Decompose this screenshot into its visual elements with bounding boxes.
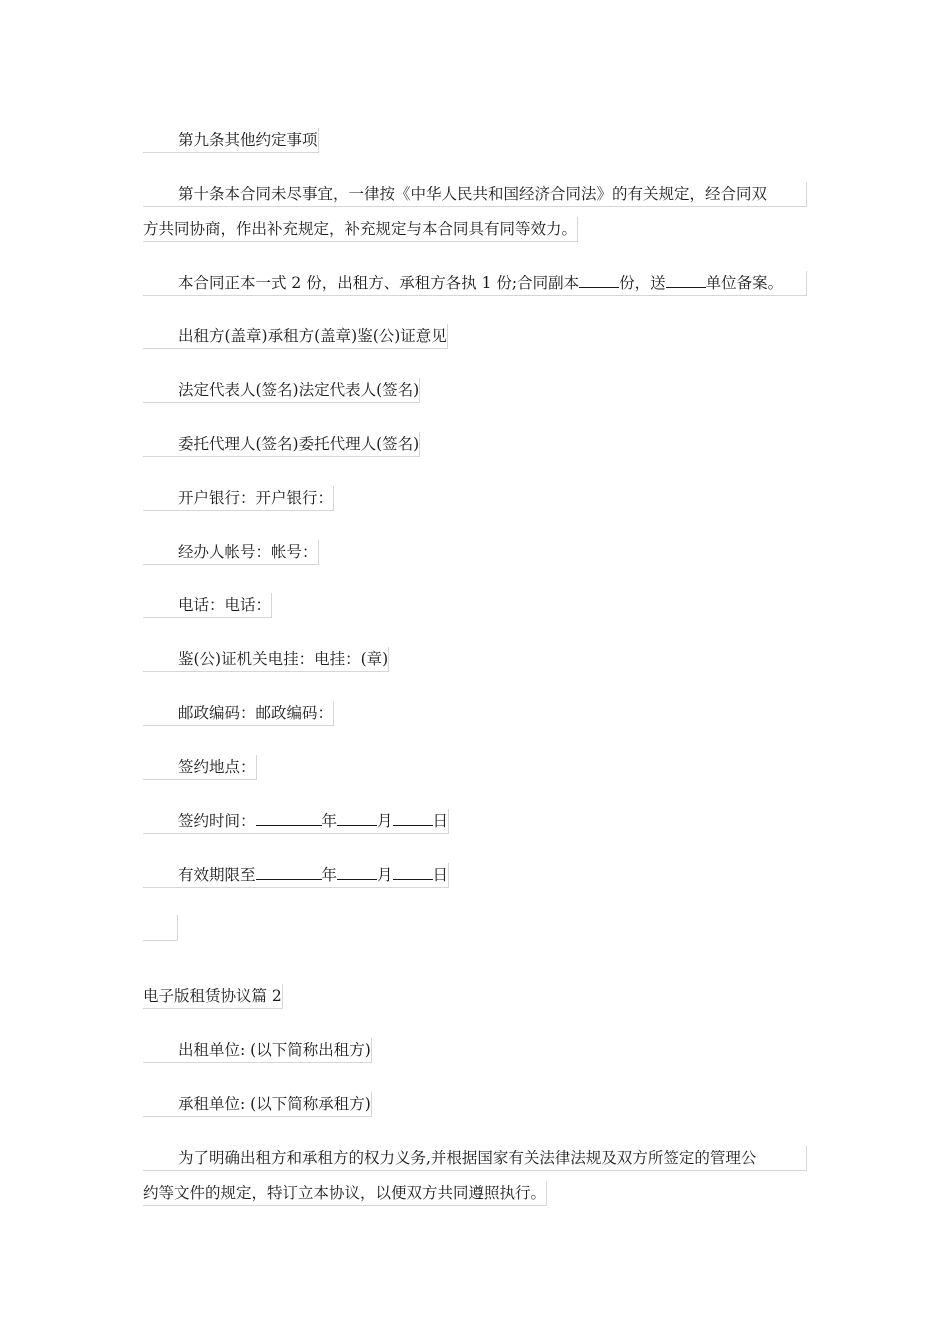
article-10-line-1: [143, 182, 807, 207]
section-2-title: [143, 984, 283, 1009]
sign-time-line: [143, 809, 449, 834]
article-9-text: 第九条其他约定事项: [178, 131, 318, 149]
article-9-heading: [143, 128, 319, 153]
valid-until-line: [143, 863, 449, 888]
parties-text: 出租方(盖章)承租方(盖章)鉴(公)证意见: [178, 327, 447, 345]
bank-line: [143, 486, 334, 511]
article-10-text-1: 第十条本合同未尽事宜，一律按《中华人民共和国经济合同法》的有关规定，经合同双: [178, 185, 768, 203]
sign-day-label: 日: [432, 812, 449, 830]
agent-text: 委托代理人(签名)委托代理人(签名): [178, 435, 420, 453]
valid-day-blank: [393, 865, 433, 880]
valid-month-blank: [337, 865, 377, 880]
phone-line: [143, 593, 272, 618]
article-10-text-2: 方共同协商，作出补充规定，补充规定与本合同具有同等效力。: [143, 220, 578, 238]
copies-text-a: 本合同正本一式 2 份，出租方、承租方各执 1 份;合同副本: [178, 274, 580, 292]
lessor-text: 出租单位: (以下简称出租方): [178, 1041, 371, 1059]
sign-year-label: 年: [321, 812, 338, 830]
agent-line: [143, 432, 420, 457]
valid-day-label: 日: [432, 866, 449, 884]
notary-line: [143, 647, 389, 672]
copies-text-c: 单位备案。: [705, 274, 784, 292]
parties-seal-line: [143, 324, 448, 349]
legal-rep-line: [143, 378, 420, 403]
lessee-text: 承租单位: (以下简称承租方): [178, 1095, 371, 1113]
empty-paragraph: [143, 915, 178, 941]
section-2-title-text: 电子版租赁协议篇 2: [143, 987, 282, 1005]
phone-text: 电话：电话：: [178, 596, 272, 614]
copies-text-b: 份，送: [619, 274, 666, 292]
purpose-text-1: 为了明确出租方和承租方的权力义务,并根据国家有关法律法规及双方所签定的管理公: [178, 1149, 757, 1167]
copies-count-blank: [579, 273, 619, 288]
sign-year-blank: [256, 811, 322, 826]
lessor-line: [143, 1038, 372, 1063]
valid-until-label: 有效期限至: [178, 866, 256, 884]
article-10-line-2: [143, 217, 578, 242]
sign-month-blank: [337, 811, 377, 826]
filing-unit-blank: [666, 273, 706, 288]
purpose-line-2: [143, 1181, 547, 1206]
copies-clause: [143, 271, 807, 296]
notary-text: 鉴(公)证机关电挂：电挂：(章): [178, 650, 389, 668]
valid-year-label: 年: [321, 866, 338, 884]
account-line: [143, 540, 319, 565]
postcode-line: [143, 701, 334, 726]
account-text: 经办人帐号：帐号：: [178, 543, 318, 561]
postcode-text: 邮政编码：邮政编码：: [178, 704, 334, 722]
sign-month-label: 月: [377, 812, 393, 830]
bank-text: 开户银行：开户银行：: [178, 489, 334, 507]
sign-place-line: [143, 755, 257, 780]
lessee-line: [143, 1092, 372, 1117]
purpose-line-1: [143, 1146, 807, 1171]
sign-time-label: 签约时间：: [178, 812, 256, 830]
purpose-text-2: 约等文件的规定，特订立本协议，以便双方共同遵照执行。: [143, 1184, 547, 1202]
valid-month-label: 月: [377, 866, 393, 884]
legal-rep-text: 法定代表人(签名)法定代表人(签名): [178, 381, 420, 399]
valid-year-blank: [256, 865, 322, 880]
sign-day-blank: [393, 811, 433, 826]
sign-place-text: 签约地点：: [178, 758, 256, 776]
